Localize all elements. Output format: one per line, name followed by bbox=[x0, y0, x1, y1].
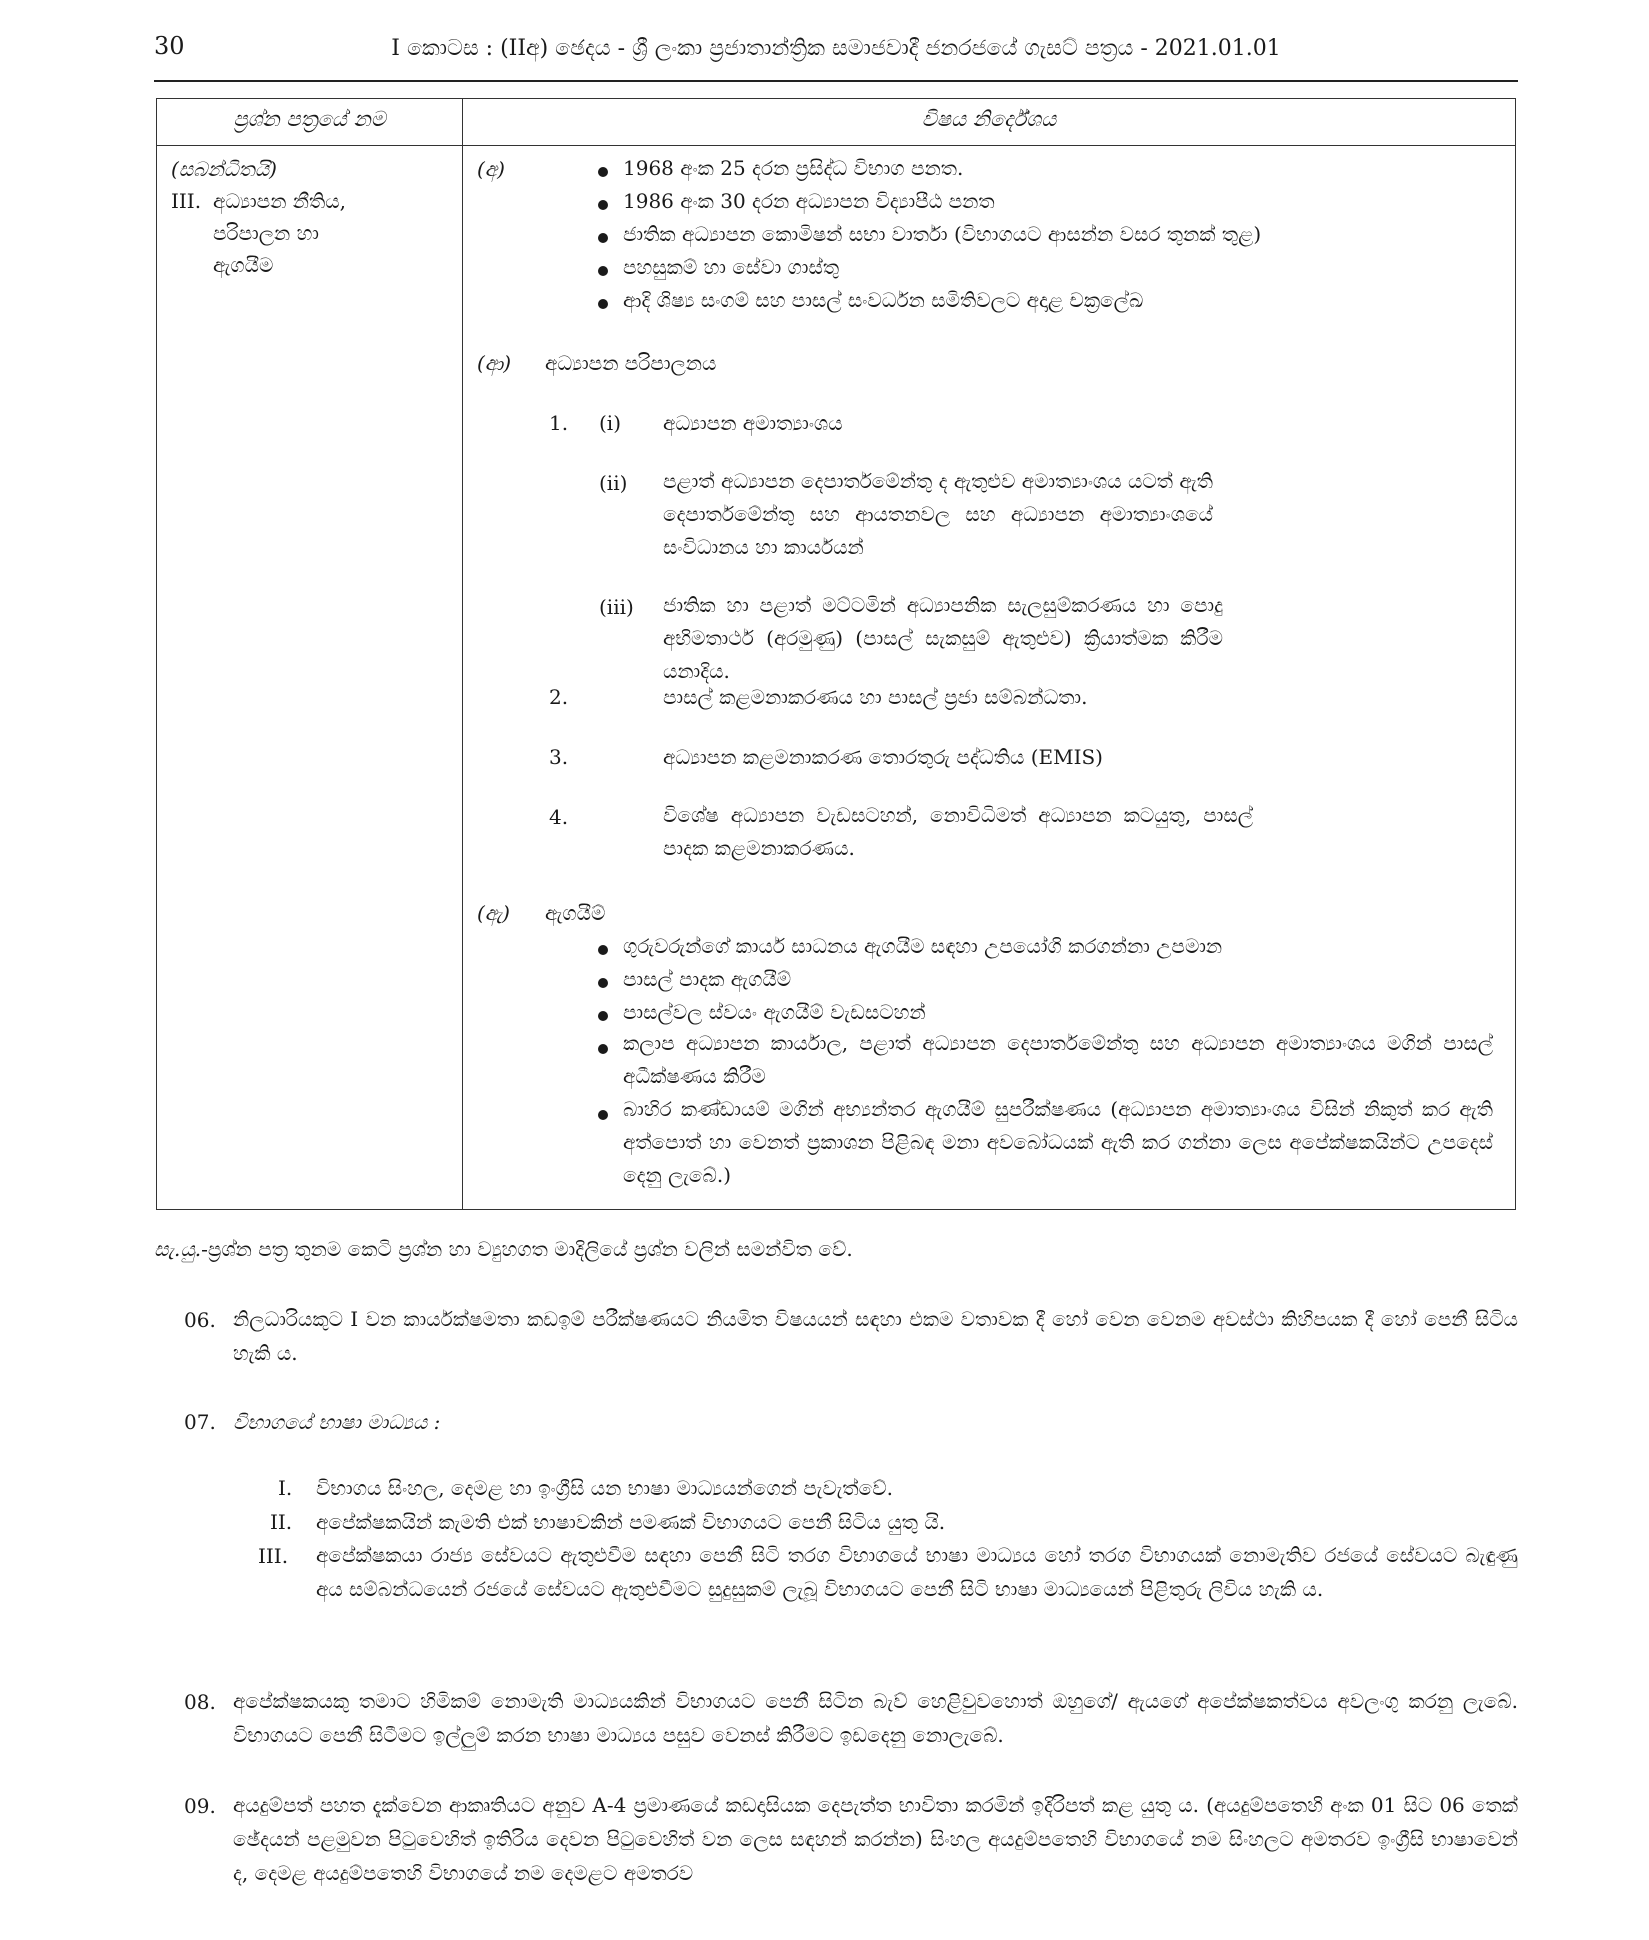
sub-i-number: (i) bbox=[599, 411, 622, 435]
sub-iii-text: ජාතික හා පළාත් මට්ටමින් අධ්‍යාපනික සැලසුම්කරණය හා පොදු අභිමතාර්ථ (අරමුණු) (පාසල් සැකසුම් ඇතුළුව) ක්‍රියාත්මක කිරීම යනාදිය. bbox=[663, 593, 1223, 683]
bullet-icon bbox=[598, 978, 608, 988]
item-1-number: 1. bbox=[549, 411, 569, 435]
para-06-number: 06. bbox=[184, 1308, 216, 1332]
section-a-bullet-4: පහසුකම් හා සේවා ගාස්තු bbox=[623, 255, 840, 279]
bullet-icon bbox=[598, 299, 608, 309]
para-07-item-1-text: විභාගය සිංහල, දෙමළ හා ඉංග්‍රීසි යන භාෂා මාධ්‍යයන්ගෙන් පැවැත්වේ. bbox=[316, 1476, 894, 1500]
para-06-text: නිලධාරියකුට I වන කාර්යක්ෂමතා කඩඉම් පරීක්ෂණයට නියමිත විෂයයන් සඳහා එකම වතාවක දී හෝ වෙන වෙනම අවස්ථා කිහිපයක දී හෝ පෙනී සිටිය හැකි ය. bbox=[233, 1307, 1518, 1365]
page-header bbox=[154, 32, 1518, 72]
item-4-text: විශේෂ අධ්‍යාපන වැඩසටහන්, නොවිධිමත් අධ්‍යාපන කටයුතු, පාසල් පාදක කළමනාකරණය. bbox=[663, 803, 1253, 860]
para-07-item-3-text: අපේක්ෂකයා රාජ්‍ය සේවයට ඇතුළුවීම සඳහා පෙනී සිටි තරග විභාගයේ භාෂා මාධ්‍යය හෝ තරග විභාගයක් නොමැතිව රජයේ සේවයට බැඳුණු අය සම්බන්ධයෙන් රජයේ සේවයට ඇතුළුවීමට සුදුසුකම් ලැබූ විභාගයට පෙනී සිටි භාෂා මාධ්‍යයෙන් පිළිතුරු ලිවිය හැකි ය. bbox=[316, 1543, 1518, 1601]
section-a-bullet-5: ආදි ශිෂ්‍ය සංගම් සහ පාසල් සංවර්ධන සමිතිවලට අදාළ චක්‍රලේඛ bbox=[623, 288, 1144, 312]
para-07-title: විභාගයේ භාෂා මාධ්‍යය : bbox=[233, 1410, 441, 1434]
section-ae-title: ඇගයීම් bbox=[545, 901, 606, 925]
bullet-icon bbox=[598, 1044, 608, 1054]
header-rule bbox=[154, 80, 1518, 82]
column-divider bbox=[462, 99, 463, 1209]
bullet-icon bbox=[598, 200, 608, 210]
item-2-number: 2. bbox=[549, 685, 569, 709]
header-row-divider bbox=[157, 145, 1515, 146]
section-aa-title: අධ්‍යාපන පරිපාලනය bbox=[545, 351, 717, 375]
sub-i-text: අධ්‍යාපන අමාත්‍යාංශය bbox=[663, 411, 843, 435]
left-line-3: ඇගයීම bbox=[213, 253, 274, 277]
bullet-icon bbox=[598, 945, 608, 955]
left-roman: III. bbox=[171, 189, 202, 213]
section-a-bullet-1: 1968 අංක 25 දරන ප්‍රසිද්ධ විභාග පනත. bbox=[623, 156, 964, 180]
para-09-text: අයදුම්පත් පහත දැක්වෙන ආකෘතියට අනුව A-4 ප්‍රමාණයේ කඩදාසියක දෙපැත්ත භාවිතා කරමින් ඉදිරිපත් කළ යුතු ය. (අයදුම්පතෙහි අංක 01 සිට 06 තෙක් ඡේදයන් පළමුවන පිටුවෙහිත් ඉතිරිය දෙවන පිටුවෙහිත් වන ලෙස සඳහන් කරන්න) සිංහල අයදුම්පතෙහි විභාගයේ නම සිංහලට අමතරව ඉංග්‍රීසි භාෂාවෙන් ද, දෙමළ අයදුම්පතෙහි විභාගයේ නම දෙමළට අමතරව bbox=[233, 1793, 1518, 1885]
para-07-item-2-text: අපේක්ෂකයින් කැමති එක් භාෂාවකින් පමණක් විභාගයට පෙනී සිටිය යුතු යි. bbox=[316, 1510, 946, 1534]
section-ae-bullet-5: බාහිර කණ්ඩායම් මගින් අභ්‍යන්තර ඇගයීම් සුපරීක්ෂණය (අධ්‍යාපන අමාත්‍යාංශය විසින් නිකුත් කර ඇති අත්පොත් හා වෙනත් ප්‍රකාශන පිළිබඳ මනා අවබෝධයක් ඇති කර ගන්නා ලෙස අපේක්ෂකයින්ට උපදෙස් දෙනු ලැබේ.) bbox=[623, 1097, 1493, 1187]
section-ae-bullet-4: කලාප අධ්‍යාපන කාර්යාල, පළාත් අධ්‍යාපන දෙපාර්තමේන්තු සහ අධ්‍යාපන අමාත්‍යාංශය මගින් පාසල් අධීක්ෂණය කිරීම bbox=[623, 1031, 1493, 1088]
bullet-icon bbox=[598, 1011, 608, 1021]
bullet-icon bbox=[598, 1110, 608, 1120]
column-header-syllabus: විෂය නිර්දේශය bbox=[921, 107, 1057, 131]
sub-ii-text: පළාත් අධ්‍යාපන දෙපාර්තමේන්තු ද ඇතුළුව අමාත්‍යාංශය යටත් ඇති දෙපාර්තමේන්තු සහ ආයතනවල සහ අධ්‍යාපන අමාත්‍යාංශයේ සංවිධානය හා කාර්යයන් bbox=[663, 469, 1213, 559]
item-3-number: 3. bbox=[549, 745, 569, 769]
item-3-text: අධ්‍යාපන කළමනාකරණ තොරතුරු පද්ධතිය (EMIS) bbox=[663, 745, 1103, 769]
sub-ii-number: (ii) bbox=[599, 471, 628, 495]
left-note: (සබන්ධිතයි) bbox=[171, 157, 277, 181]
bullet-icon bbox=[598, 266, 608, 276]
para-08-number: 08. bbox=[184, 1690, 216, 1714]
section-a-bullet-3: ජාතික අධ්‍යාපන කොමිෂන් සභා වාර්තා (විභාගයට ආසන්න වසර තුනක් තුළ) bbox=[623, 222, 1262, 246]
section-ae-bullet-3: පාසල්වල ස්වයං ඇගයීම් වැඩසටහන් bbox=[623, 1000, 926, 1024]
para-07-item-3-number: III. bbox=[258, 1544, 289, 1568]
item-2-text: පාසල් කළමනාකරණය හා පාසල් ප්‍රජා සම්බන්ධතා. bbox=[663, 685, 1088, 709]
note-line bbox=[154, 1232, 1524, 1266]
para-07-item-1-number: I. bbox=[278, 1476, 293, 1500]
note-label: සැ.යු. bbox=[154, 1237, 202, 1261]
para-08-text: අපේක්ෂකයකු තමාට හිමිකම් නොමැති මාධ්‍යයකින් විභාගයට පෙනී සිටින බැව් හෙළිවුවහොත් ඔහුගේ/ ඇයගේ අපේක්ෂකත්වය අවලංගු කරනු ලැබේ. විභාගයට පෙනී සිටීමට ඉල්ලුම් කරන භාෂා මාධ්‍යය පසුව වෙනස් කිරීමට ඉඩදෙනු නොලැබේ. bbox=[233, 1689, 1518, 1747]
section-a-label: (අ) bbox=[477, 157, 505, 181]
column-header-paper-name: ප්‍රශ්න පත්‍රයේ නම bbox=[233, 107, 386, 131]
left-line-2: පරිපාලන හා bbox=[213, 221, 319, 245]
header-title: I කොටස : (IIඅ) ඡෙදය - ශ්‍රී ලංකා ප්‍රජාතාන්ත්‍රික සමාජවාදී ජනරජයේ ගැසට් පත්‍රය - 2021.01.01 bbox=[391, 36, 1281, 61]
bullet-icon bbox=[598, 233, 608, 243]
para-09-number: 09. bbox=[184, 1794, 216, 1818]
note-text: -ප්‍රශ්න පත්‍ර තුනම කෙටි ප්‍රශ්න හා ව්‍යුහගත මාදිලියේ ප්‍රශ්න වලින් සමන්විත වේ. bbox=[201, 1237, 853, 1261]
section-a-bullet-2: 1986 අංක 30 දරන අධ්‍යාපන විද්‍යාපීඨ පනත bbox=[623, 189, 995, 213]
para-07-number: 07. bbox=[184, 1410, 216, 1434]
para-07-item-2-number: II. bbox=[270, 1510, 293, 1534]
section-ae-bullet-1: ගුරුවරුන්ගේ කාර්ය සාධනය ඇගයීම සඳහා උපයෝගි කරගන්නා උපමාන bbox=[623, 934, 1223, 958]
item-4-number: 4. bbox=[549, 805, 569, 829]
left-line-1: අධ්‍යාපන නීතිය, bbox=[213, 189, 347, 213]
bullet-icon bbox=[598, 167, 608, 177]
sub-iii-number: (iii) bbox=[599, 595, 634, 619]
section-ae-label: (ඇ) bbox=[477, 901, 510, 925]
section-aa-label: (ආ) bbox=[477, 351, 512, 375]
section-ae-bullet-2: පාසල් පාදක ඇගයීම් bbox=[623, 967, 792, 991]
syllabus-table bbox=[156, 98, 1516, 1210]
page-number: 30 bbox=[154, 32, 185, 60]
